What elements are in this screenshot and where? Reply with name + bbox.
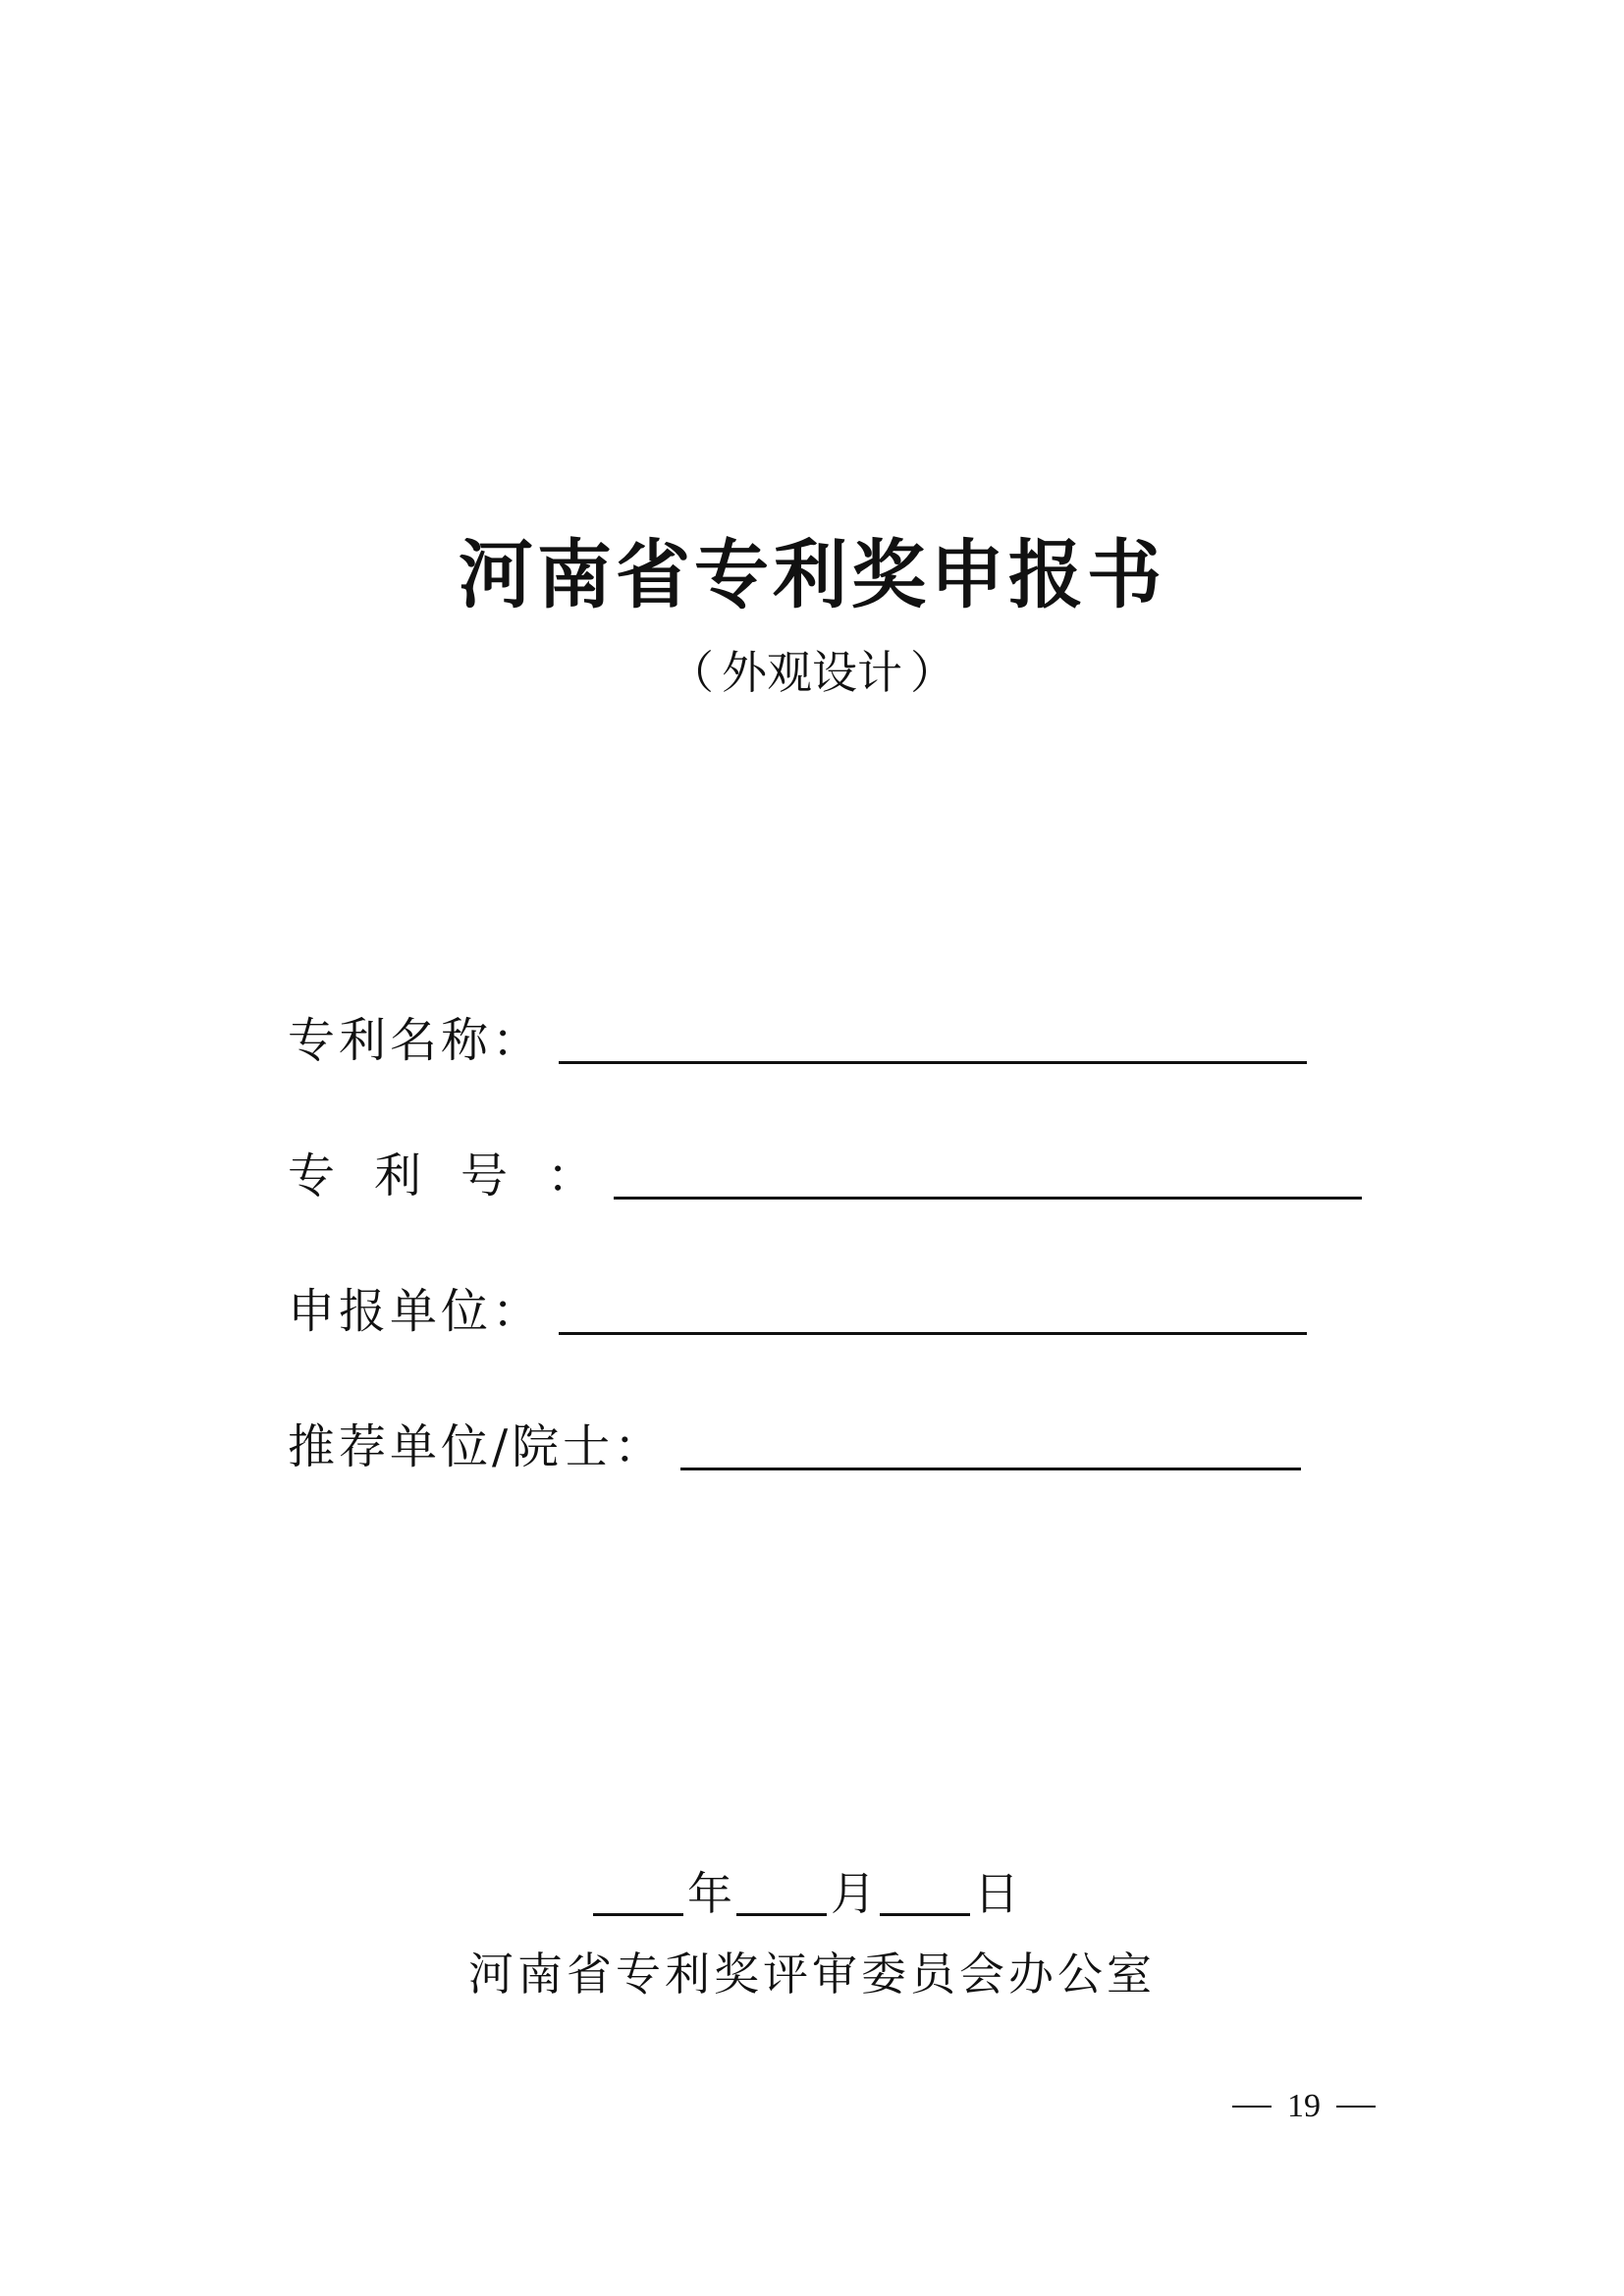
year-label: 年 [687, 1867, 732, 1920]
patent-number-blank-line[interactable] [614, 1149, 1362, 1200]
recommender-colon: ： [614, 1419, 662, 1474]
patent-number-label: 专利号 [288, 1148, 548, 1203]
day-blank-line[interactable] [880, 1864, 970, 1916]
subtitle-open-paren: （ [669, 646, 714, 699]
page-number-footer [1232, 2090, 1376, 2123]
year-blank-line[interactable] [593, 1864, 683, 1916]
patent-name-colon: ： [492, 1013, 540, 1068]
recommender-field [288, 1412, 1301, 1474]
date-row [593, 1861, 1023, 1920]
page-number-right-dash [1336, 2106, 1376, 2108]
applicant-unit-label: 申报单位 [288, 1284, 493, 1339]
month-blank-line[interactable] [736, 1864, 827, 1916]
subtitle-text: 外观设计 [722, 646, 902, 699]
document-title: 河南省专利奖申报书 [459, 531, 1165, 618]
page-number-left-dash [1232, 2106, 1272, 2108]
patent-number-colon: ： [547, 1148, 595, 1203]
patent-name-blank-line[interactable] [559, 1014, 1307, 1064]
applicant-unit-field [288, 1276, 1307, 1339]
month-label: 月 [831, 1867, 876, 1920]
document-subtitle [0, 646, 1624, 699]
applicant-unit-blank-line[interactable] [559, 1285, 1307, 1335]
recommender-label: 推荐单位/院士 [288, 1419, 615, 1474]
day-label: 日 [974, 1867, 1019, 1920]
recommender-blank-line[interactable] [680, 1420, 1301, 1470]
issuing-office: 河南省专利奖评审委员会办公室 [468, 1948, 1156, 2001]
page-number: 19 [1287, 2088, 1321, 2124]
patent-name-field [288, 1005, 1307, 1068]
patent-number-field [288, 1141, 1362, 1203]
patent-name-label: 专利名称 [288, 1013, 493, 1068]
subtitle-close-paren: ） [910, 646, 955, 699]
applicant-unit-colon: ： [492, 1284, 540, 1339]
